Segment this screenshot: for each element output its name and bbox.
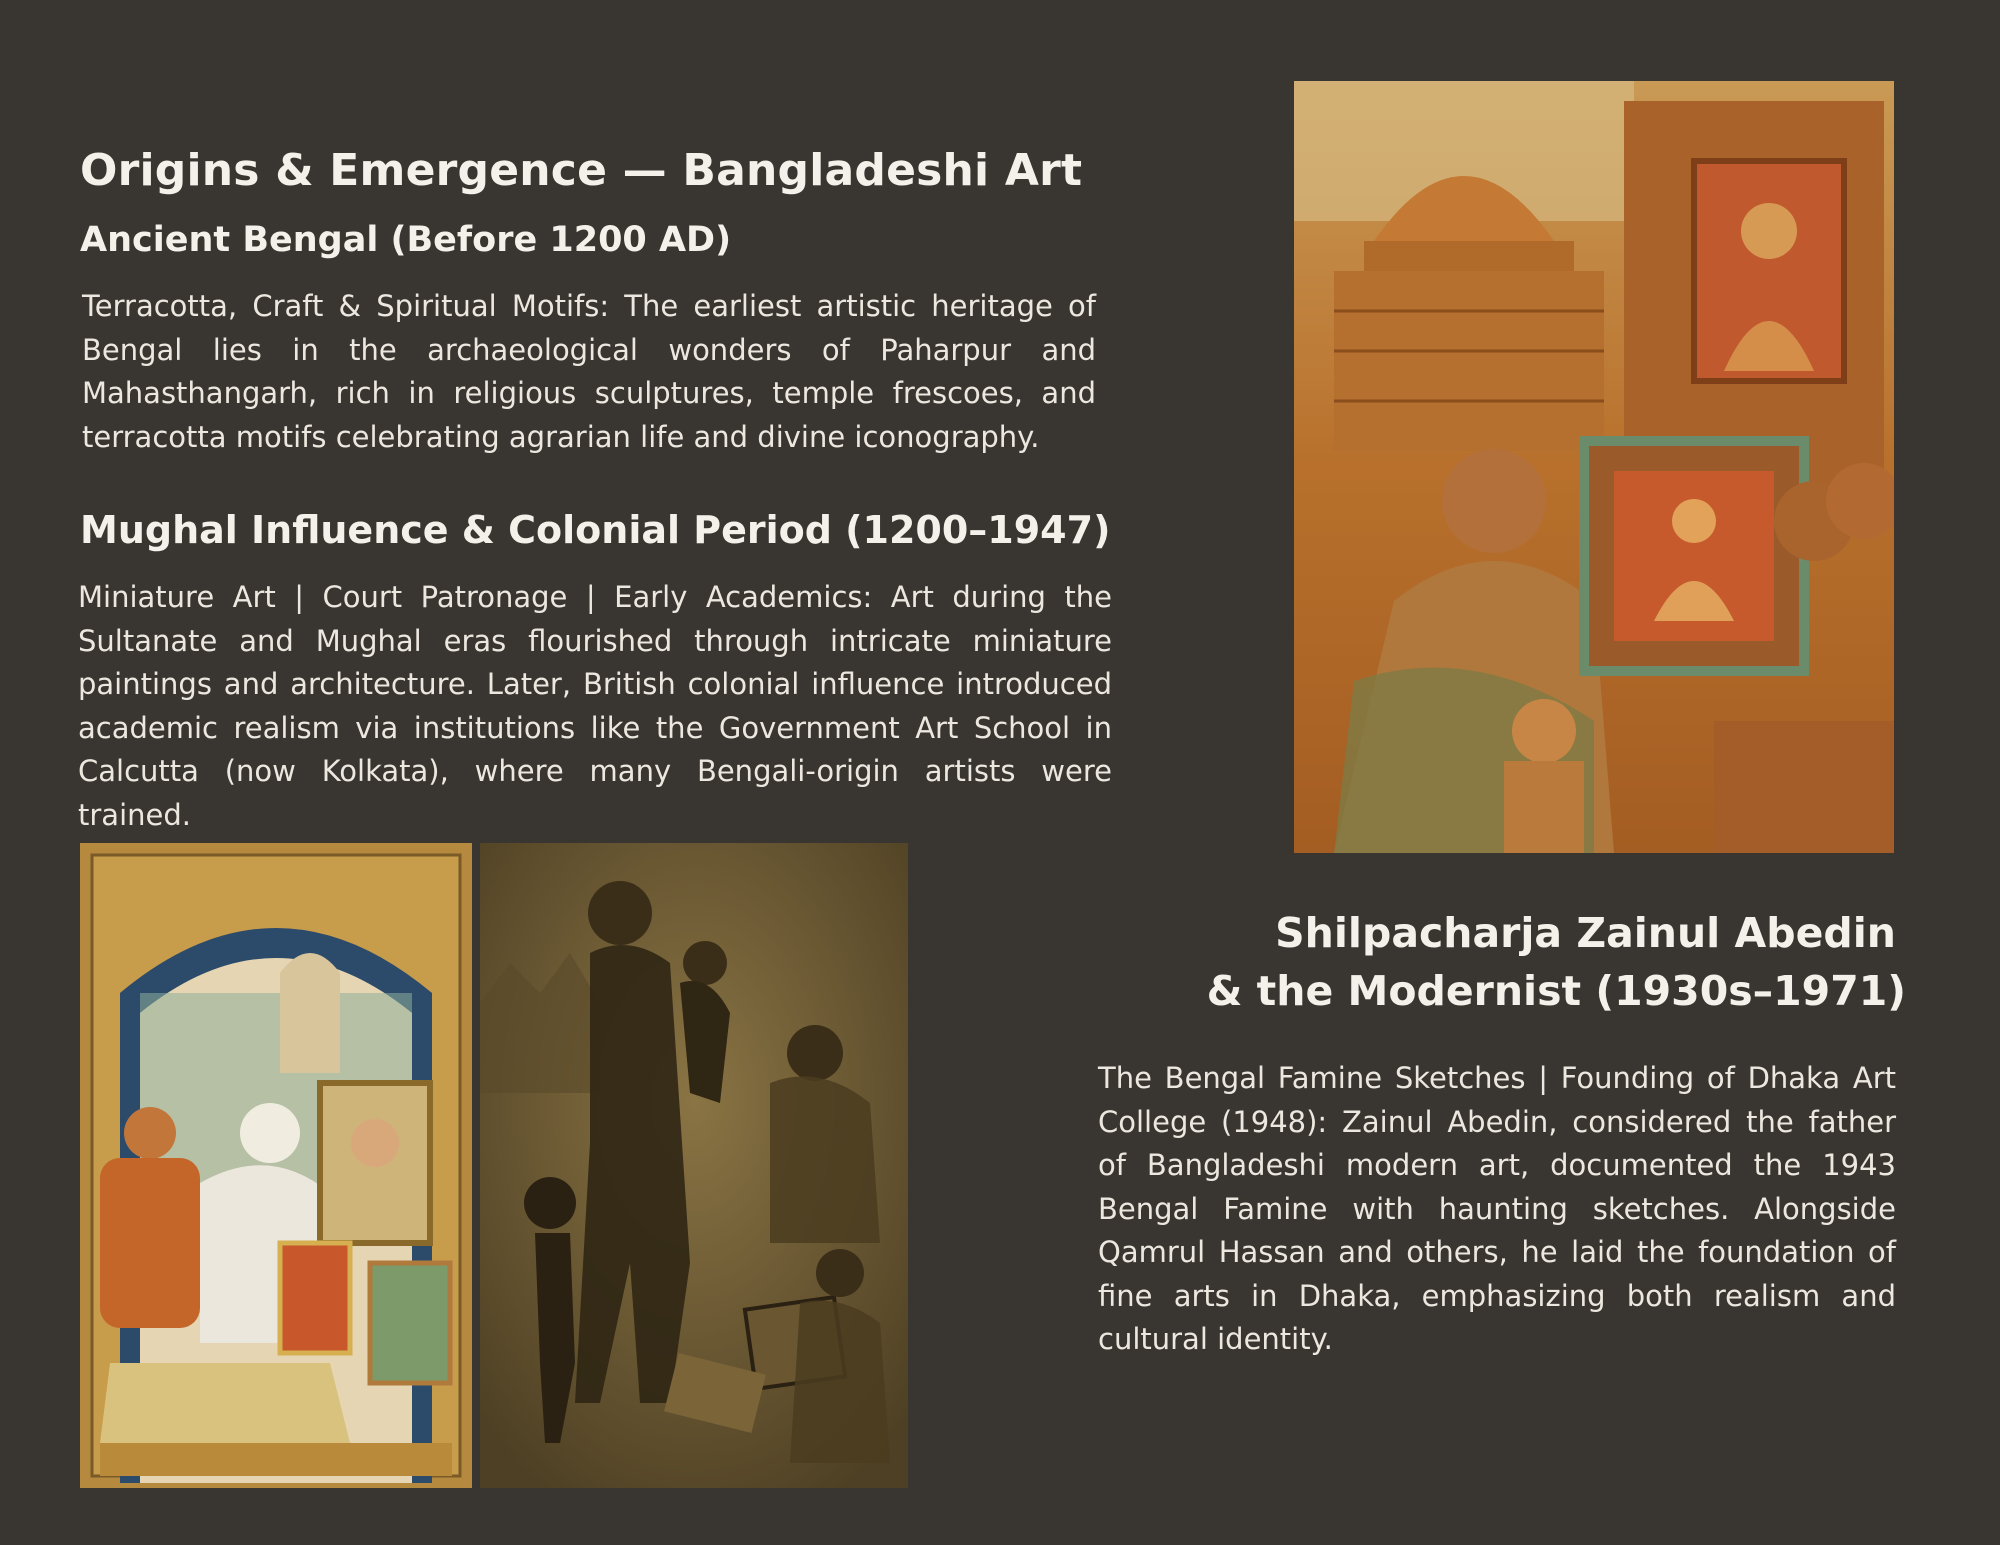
painting-famine-sketch xyxy=(480,843,908,1488)
page-title: Origins & Emergence — Bangladeshi Art xyxy=(80,145,1083,196)
painting-mughal-miniature xyxy=(80,843,472,1488)
section-heading-modernist xyxy=(1207,904,1906,1020)
section-heading-modernist-line1: Shilpacharja Zainul Abedin xyxy=(1275,909,1896,957)
section-text-mughal-colonial: Miniature Art | Court Patronage | Early Academics: Art during the Sultanate and Mughal eras flourished through intricate miniature paintings and architecture. Later, British colonial influence introduced academic realism via institutions like the Government Art School in Calcutta (now Kolkata), where many Bengali-origin artists were trained. xyxy=(78,580,1112,832)
section-text-modernist: The Bengal Famine Sketches | Founding of Dhaka Art College (1948): Zainul Abedin, considered the father of Bangladeshi modern art, documented the 1943 Bengal Famine with haunting sketches. Alongside Qamrul Hassan and others, he laid the foundation of fine arts in Dhaka, emphasizing both realism and cultural identity. xyxy=(1098,1061,1896,1356)
painting-terracotta-temple xyxy=(1294,81,1894,853)
section-heading-modernist-line2: & the Modernist (1930s–1971) xyxy=(1206,967,1906,1015)
section-heading-mughal-colonial: Mughal Influence & Colonial Period (1200–1947) xyxy=(80,508,1111,552)
section-heading-ancient-bengal: Ancient Bengal (Before 1200 AD) xyxy=(80,220,732,260)
section-text-ancient-bengal: Terracotta, Craft & Spiritual Motifs: The earliest artistic heritage of Bengal lies in the archaeological wonders of Paharpur and Mahasthangarh, rich in religious sculptures, temple frescoes, and terracotta motifs celebrating agrarian life and divine iconography. xyxy=(82,289,1096,454)
